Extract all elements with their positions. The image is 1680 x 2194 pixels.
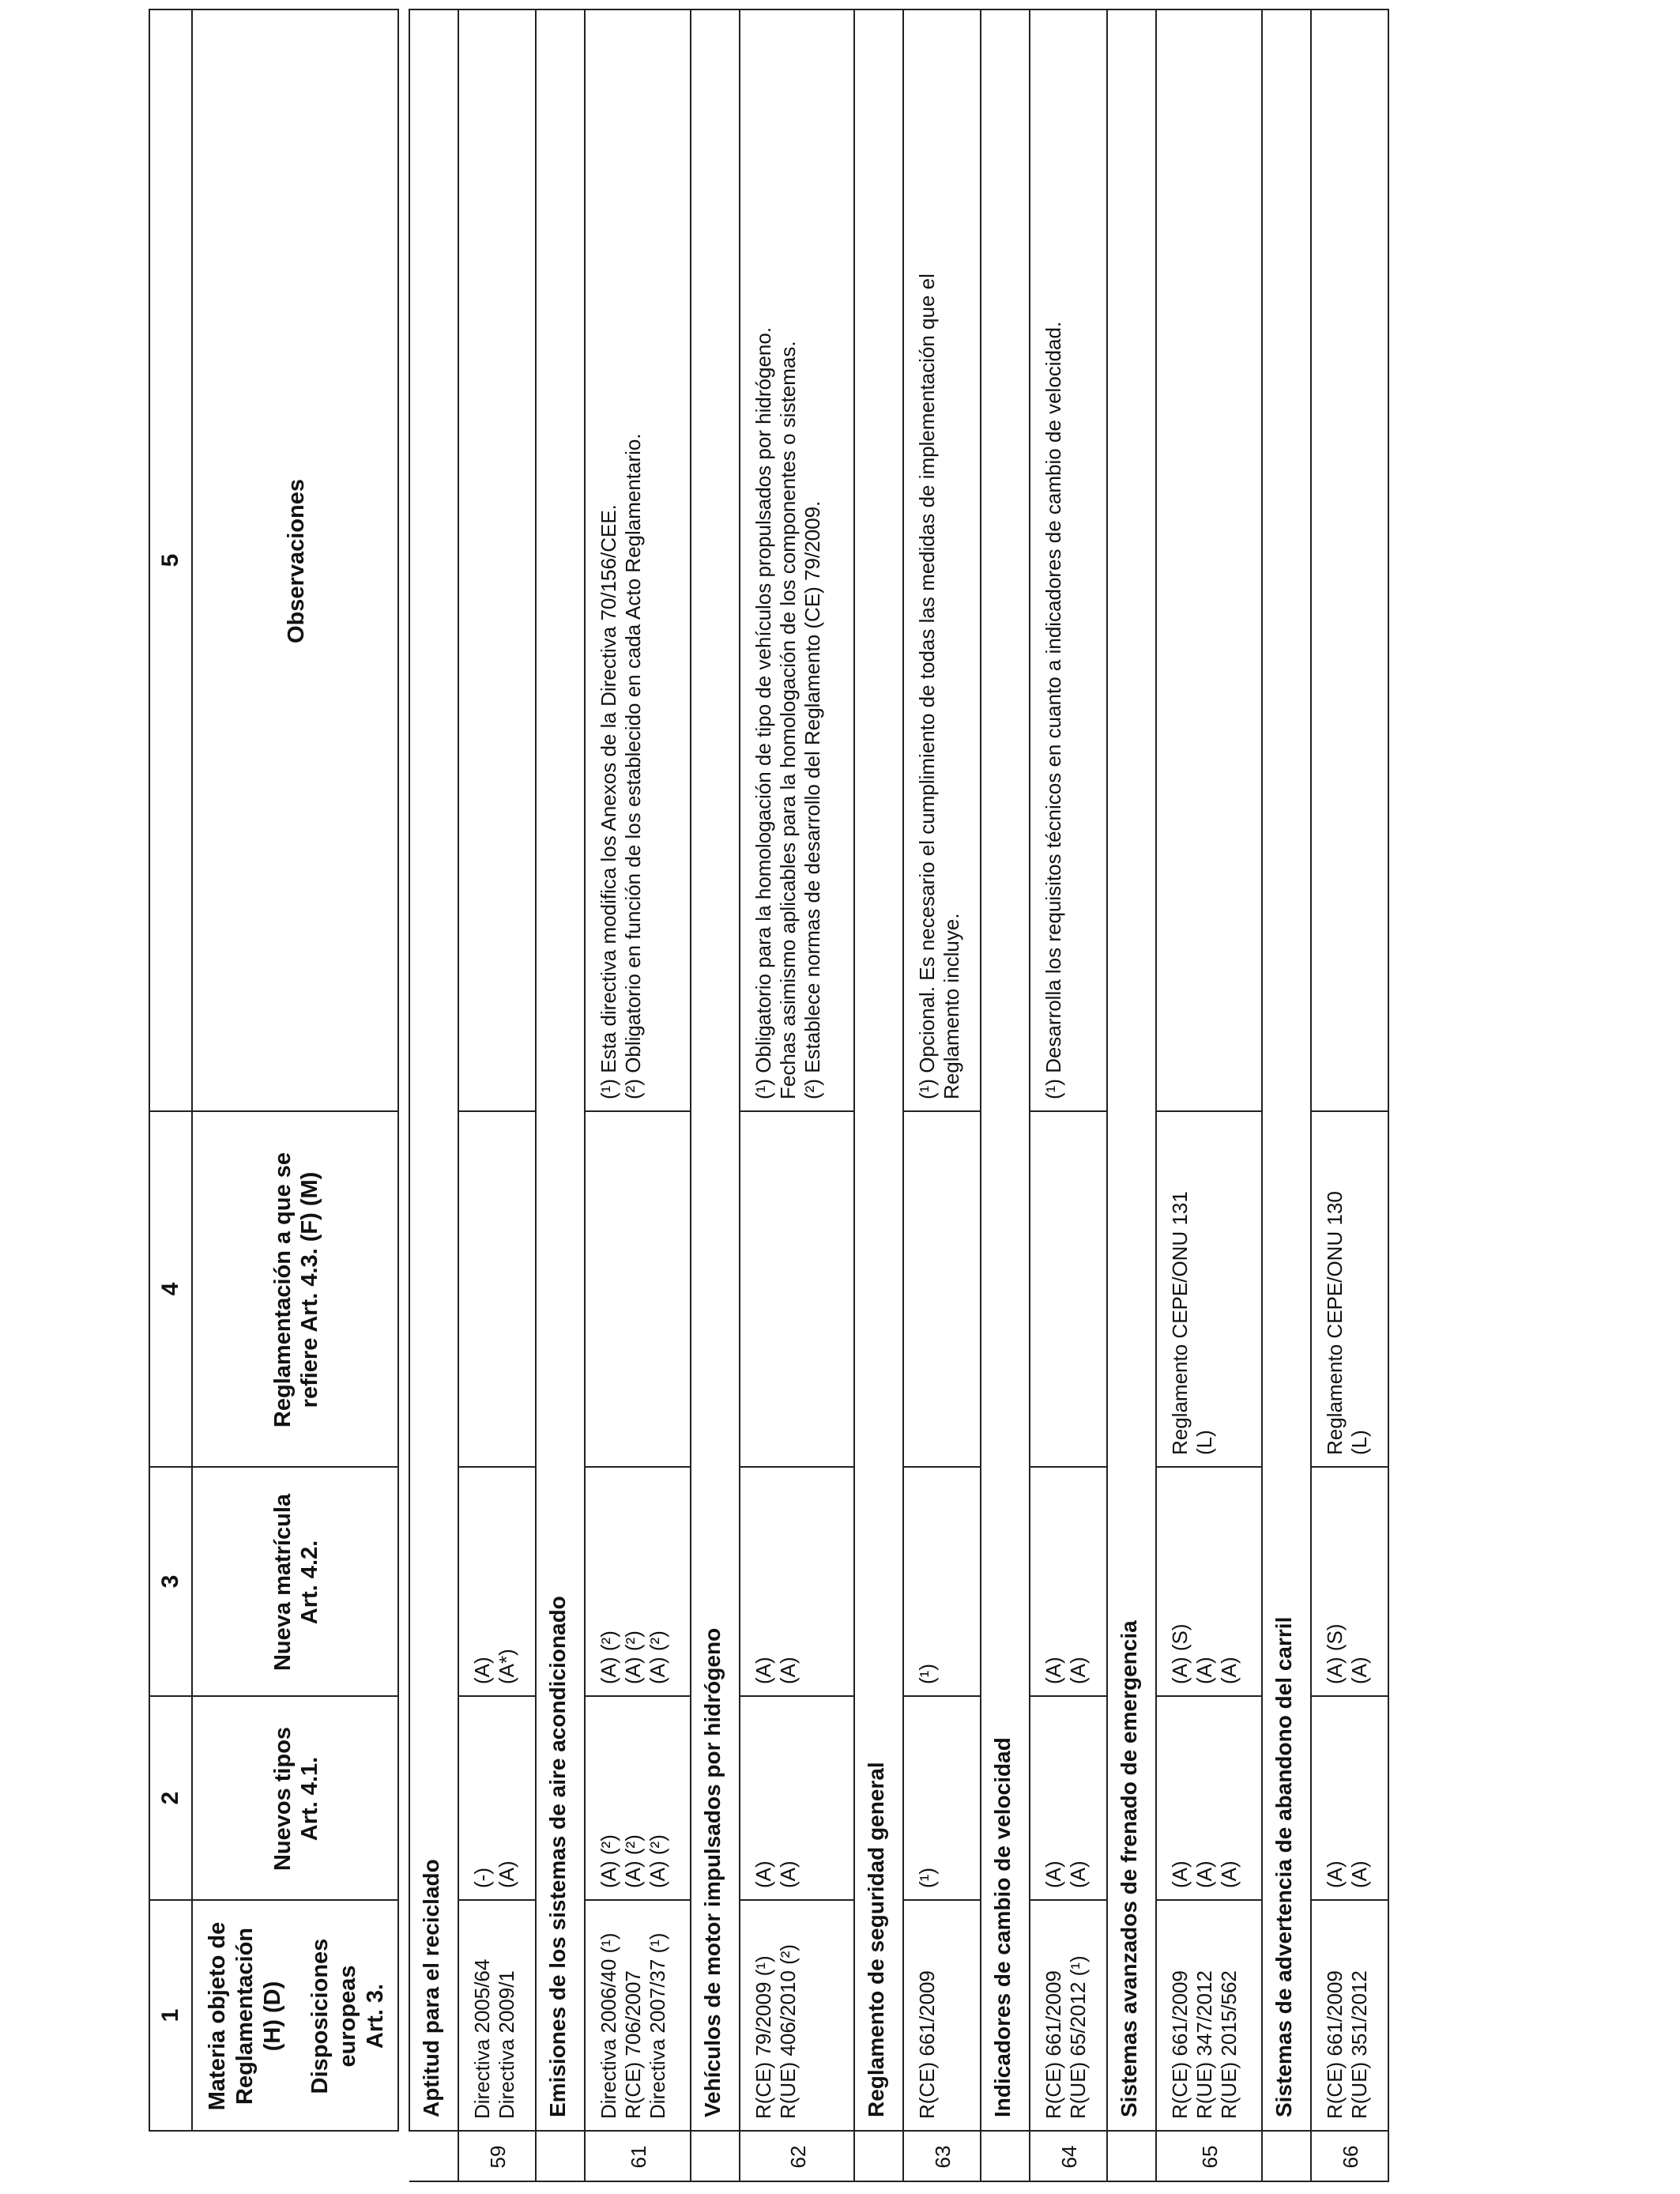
cell-col4	[585, 1111, 691, 1467]
cell-col4	[1030, 1111, 1107, 1467]
section-title: Vehículos de motor impulsados por hidrógeno	[691, 9, 740, 2131]
cell-line: (A)	[1347, 1860, 1371, 1888]
section-num-spacer	[1107, 2131, 1156, 2181]
table-row	[458, 9, 536, 2181]
header-col2-line2: Art. 4.1.	[297, 1756, 323, 1842]
section-header-row	[981, 9, 1030, 2181]
header-col4	[192, 1111, 398, 1467]
cell-line: (¹) Esta directiva modifica los Anexos de la Directiva 70/156/CEE.	[596, 504, 620, 1099]
section-num-spacer	[409, 2131, 458, 2181]
section-header-row	[1262, 9, 1311, 2181]
cell-col4	[1156, 1111, 1262, 1467]
cell-line: Reglamento CEPE/ONU 130	[1322, 1191, 1347, 1455]
cell-line: (¹) Opcional. Es necesario el cumplimiento de todas las medidas de implementación que el	[914, 273, 939, 1099]
table-row	[1156, 9, 1262, 2181]
col-number-1: 1	[149, 1900, 192, 2131]
cell-line: (A) (²)	[620, 1630, 645, 1684]
header-col2-line1: Nuevos tipos	[269, 1726, 296, 1872]
cell-line: Reglamento incluye.	[939, 913, 963, 1099]
cell-line: R(CE) 661/2009	[1167, 1970, 1192, 2119]
cell-line: (A)	[469, 1657, 494, 1684]
cell-col5	[740, 9, 854, 1111]
cell-col5	[458, 9, 536, 1111]
cell-line: R(CE) 706/2007	[620, 1970, 645, 2119]
cell-line: (²) Establece normas de desarrollo del Reglamento (CE) 79/2009.	[800, 500, 825, 1099]
cell-col4	[740, 1111, 854, 1467]
header-col1-line3: Disposiciones europeas	[307, 1938, 361, 2094]
cell-line: Directiva 2005/64	[469, 1958, 494, 2119]
header-col2	[192, 1696, 398, 1900]
cell-col4	[1311, 1111, 1388, 1467]
cell-col3	[1030, 1467, 1107, 1696]
header-col1-line1: Materia objeto de	[205, 1921, 230, 2111]
section-title: Sistemas de advertencia de abandono del carril	[1262, 9, 1311, 2131]
row-number: 59	[458, 2131, 536, 2181]
cell-line: (A)	[1322, 1860, 1347, 1888]
cell-col4	[458, 1111, 536, 1467]
cell-line: (¹)	[914, 1664, 939, 1684]
cell-line: (A) (²)	[620, 1834, 645, 1888]
cell-line: (A)	[1347, 1657, 1371, 1684]
cell-line: (¹)	[914, 1868, 939, 1888]
cell-col5	[585, 9, 691, 1111]
corner-cell-2	[192, 2131, 398, 2181]
cell-line: (A)	[1167, 1860, 1192, 1888]
cell-line: (A)	[1041, 1657, 1065, 1684]
section-header-row	[854, 9, 903, 2181]
cell-line: (¹) Obligatorio para la homologación de tipo de vehículos propulsados por hidrógeno.	[751, 326, 775, 1099]
section-header-row	[409, 9, 458, 2181]
table-row	[740, 9, 854, 2181]
cell-line: (A) (S)	[1322, 1623, 1347, 1684]
cell-col5	[903, 9, 981, 1111]
cell-line: (L)	[1192, 1430, 1216, 1455]
row-number: 64	[1030, 2131, 1107, 2181]
section-title: Reglamento de seguridad general	[854, 9, 903, 2131]
cell-line: R(UE) 351/2012	[1347, 1970, 1371, 2119]
cell-col3	[458, 1467, 536, 1696]
cell-line: (A)	[494, 1860, 518, 1888]
cell-line: (¹) Desarrolla los requisitos técnicos en cuanto a indicadores de cambio de velocidad.	[1041, 321, 1065, 1099]
cell-line: R(UE) 406/2010 (²)	[775, 1943, 800, 2119]
cell-col3	[1156, 1467, 1262, 1696]
header-col4-line2: refiere Art. 4.3. (F) (M)	[297, 1171, 323, 1408]
rotated-table-wrapper	[149, 10, 1441, 2182]
table-row	[1311, 9, 1388, 2181]
cell-line: (A)	[1192, 1657, 1216, 1684]
cell-col1	[1156, 1900, 1262, 2131]
header-col5: Observaciones	[192, 9, 398, 1111]
cell-line: (A) (²)	[596, 1834, 620, 1888]
cell-line: (A)	[751, 1860, 775, 1888]
cell-line: R(CE) 661/2009	[914, 1970, 939, 2119]
cell-line: Directiva 2009/1	[494, 1970, 518, 2119]
cell-col2	[1156, 1696, 1262, 1900]
row-number: 61	[585, 2131, 691, 2181]
header-col1	[192, 1900, 398, 2131]
cell-col5	[1311, 9, 1388, 1111]
regulation-table	[149, 9, 1389, 2182]
col-number-3: 3	[149, 1467, 192, 1696]
cell-col3	[585, 1467, 691, 1696]
cell-line: (A) (S)	[1167, 1623, 1192, 1684]
header-col3	[192, 1467, 398, 1696]
table-row	[1030, 9, 1107, 2181]
section-title: Indicadores de cambio de velocidad	[981, 9, 1030, 2131]
cell-line: R(CE) 661/2009	[1041, 1970, 1065, 2119]
cell-line: (A)	[1041, 1860, 1065, 1888]
column-header-row	[192, 9, 398, 2181]
column-number-row	[149, 9, 192, 2181]
cell-line: R(UE) 347/2012	[1192, 1970, 1216, 2119]
corner-cell	[149, 2131, 192, 2181]
header-col1-line2: Reglamentación (H) (D)	[232, 1928, 285, 2105]
cell-col5	[1156, 9, 1262, 1111]
cell-line: (A)	[1217, 1860, 1241, 1888]
cell-line: (-)	[469, 1868, 494, 1888]
section-header-row	[1107, 9, 1156, 2181]
row-number: 65	[1156, 2131, 1262, 2181]
cell-col1	[1030, 1900, 1107, 2131]
header-col3-line2: Art. 4.2.	[297, 1540, 323, 1625]
cell-col1	[585, 1900, 691, 2131]
cell-line: R(CE) 79/2009 (¹)	[751, 1955, 775, 2119]
cell-line: (A*)	[494, 1649, 518, 1684]
cell-col2	[585, 1696, 691, 1900]
cell-line: (A) (²)	[596, 1630, 620, 1684]
cell-col2	[1030, 1696, 1107, 1900]
cell-col2	[458, 1696, 536, 1900]
col-number-2: 2	[149, 1696, 192, 1900]
cell-col2	[740, 1696, 854, 1900]
cell-line: (A)	[1065, 1657, 1090, 1684]
section-title: Aptitud para el reciclado	[409, 9, 458, 2131]
cell-col3	[740, 1467, 854, 1696]
cell-line: R(CE) 661/2009	[1322, 1970, 1347, 2119]
section-num-spacer	[854, 2131, 903, 2181]
row-number: 62	[740, 2131, 854, 2181]
cell-line: Directiva 2006/40 (¹)	[596, 1932, 620, 2119]
cell-line: R(UE) 65/2012 (¹)	[1065, 1955, 1090, 2119]
table-row	[903, 9, 981, 2181]
section-header-row	[691, 9, 740, 2181]
cell-line: (A)	[1217, 1657, 1241, 1684]
cell-col3	[903, 1467, 981, 1696]
cell-line: (A) (²)	[646, 1630, 670, 1684]
section-num-spacer	[536, 2131, 585, 2181]
cell-col1	[458, 1900, 536, 2131]
header-gap	[398, 9, 409, 2181]
cell-line: (²) Obligatorio en función de los establecido en cada Acto Reglamentario.	[620, 433, 645, 1099]
section-title: Emisiones de los sistemas de aire acondicionado	[536, 9, 585, 2131]
section-num-spacer	[691, 2131, 740, 2181]
cell-col1	[903, 1900, 981, 2131]
section-header-row	[536, 9, 585, 2181]
cell-col2	[1311, 1696, 1388, 1900]
cell-line: Fechas asimismo aplicables para la homologación de los componentes o sistemas.	[775, 341, 800, 1099]
cell-line: (A)	[1192, 1860, 1216, 1888]
table-row	[585, 9, 691, 2181]
cell-line: (L)	[1347, 1430, 1371, 1455]
header-col1-line4: Art. 3.	[362, 1983, 388, 2049]
cell-line: (A) (²)	[646, 1834, 670, 1888]
header-col4-line1: Reglamentación a que se	[269, 1152, 296, 1428]
cell-col4	[903, 1111, 981, 1467]
header-col3-line1: Nueva matrícula	[269, 1493, 296, 1672]
cell-col2	[903, 1696, 981, 1900]
cell-line: (A)	[775, 1860, 800, 1888]
col-number-4: 4	[149, 1111, 192, 1467]
cell-col3	[1311, 1467, 1388, 1696]
cell-line: (A)	[1065, 1860, 1090, 1888]
section-num-spacer	[1262, 2131, 1311, 2181]
section-title: Sistemas avanzados de frenado de emergencia	[1107, 9, 1156, 2131]
cell-line: (A)	[751, 1657, 775, 1684]
cell-line: Reglamento CEPE/ONU 131	[1167, 1191, 1192, 1455]
row-number: 63	[903, 2131, 981, 2181]
cell-line: R(UE) 2015/562	[1217, 1970, 1241, 2119]
cell-col1	[1311, 1900, 1388, 2131]
cell-col1	[740, 1900, 854, 2131]
cell-col5	[1030, 9, 1107, 1111]
cell-line: (A)	[775, 1657, 800, 1684]
cell-line: Directiva 2007/37 (¹)	[646, 1932, 670, 2119]
col-number-5: 5	[149, 9, 192, 1111]
section-num-spacer	[981, 2131, 1030, 2181]
row-number: 66	[1311, 2131, 1388, 2181]
